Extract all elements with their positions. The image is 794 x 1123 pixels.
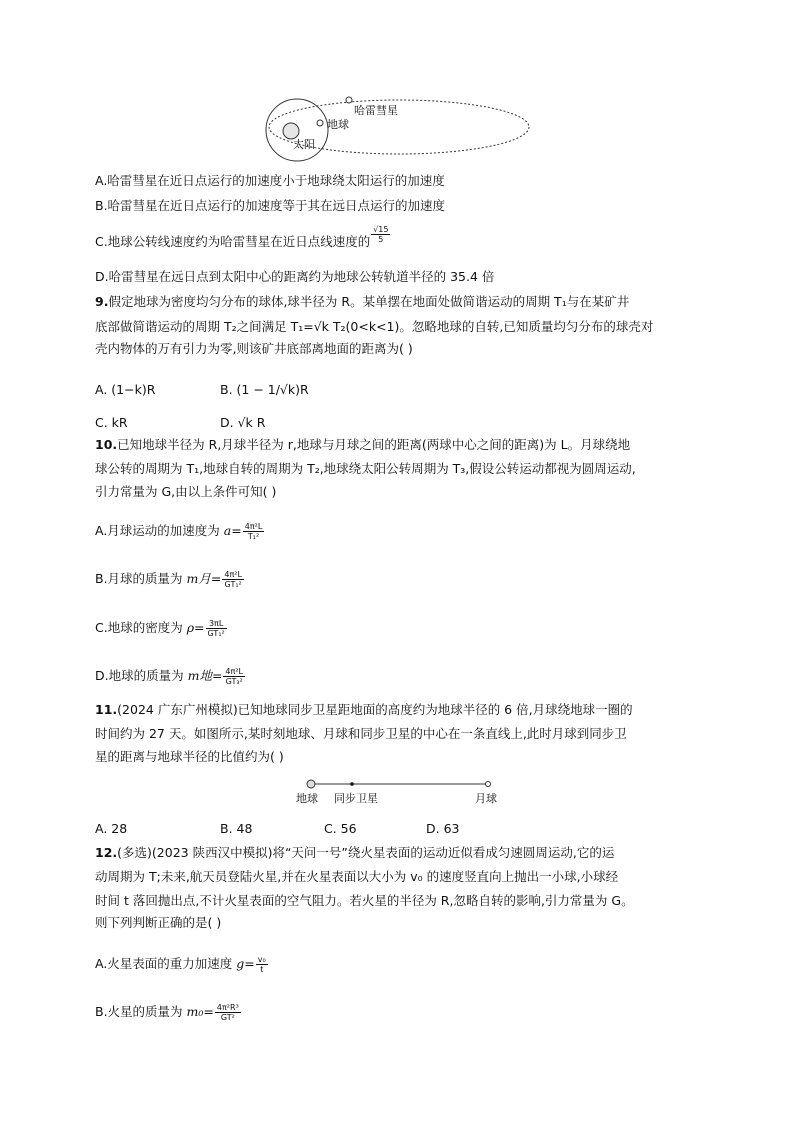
q10-option-a-fraction: $\frac{\text{4π²L}}{\text{T₁²}}$ bbox=[244, 522, 263, 541]
q11-line1: 11.(2024 广东广州模拟)已知地球同步卫星距地面的高度约为地球半径的 6 倍,月球绕地球一圈的 bbox=[95, 702, 633, 717]
q8-option-b: B.哈雷彗星在近日点运行的加速度等于其在远日点运行的加速度 bbox=[95, 198, 446, 213]
q12-line3: 时间 t 落回抛出点,不计火星表面的空气阻力。若火星的半径为 R,忽略自转的影响,引力常量为 G。 bbox=[95, 893, 634, 908]
q11-option-c: C. 56 bbox=[324, 821, 357, 836]
q9-option-b: B. (1 − 1/√k)R bbox=[220, 382, 309, 397]
moon-label: 月球 bbox=[475, 792, 497, 805]
q8-option-c bbox=[95, 225, 391, 252]
q10-option-b-fraction: $\frac{\text{4π²L}}{\text{GT₁²}}$ bbox=[224, 570, 242, 589]
alignment-diagram bbox=[295, 775, 515, 809]
q9-option-d: D. √k R bbox=[220, 415, 266, 430]
sun-label: 太阳 bbox=[293, 138, 315, 151]
orbit-diagram bbox=[255, 92, 540, 172]
earth-dot bbox=[317, 120, 323, 126]
moon-dot bbox=[486, 782, 491, 787]
q11-option-b: B. 48 bbox=[220, 821, 253, 836]
q9-line3: 壳内物体的万有引力为零,则该矿井底部离地面的距离为( ) bbox=[95, 341, 413, 356]
q11-line3: 星的距离与地球半径的比值约为( ) bbox=[95, 749, 284, 764]
q10-line3: 引力常量为 G,由以上条件可知( ) bbox=[95, 484, 277, 499]
sun-icon bbox=[283, 123, 299, 139]
q11-option-d: D. 63 bbox=[426, 821, 460, 836]
q10-option-d-fraction: $\frac{\text{4π²L}}{\text{GT₃²}}$ bbox=[225, 667, 243, 686]
q12-line4: 则下列判断正确的是( ) bbox=[95, 915, 222, 930]
comet-label: 哈雷彗星 bbox=[354, 104, 398, 117]
satellite-label: 同步卫星 bbox=[334, 792, 378, 805]
q12-option-a-fraction: $\frac{\text{v₀}}{t}$ bbox=[257, 955, 266, 974]
earth-label: 地球 bbox=[327, 118, 349, 131]
q9-line1: 9.假定地球为密度均匀分布的球体,球半径为 R。某单摆在地面处做简谐运动的周期 T₁与在某矿井 bbox=[95, 294, 630, 309]
q12-option-b-fraction: $\frac{\text{4π²R³}}{\text{GT²}}$ bbox=[216, 1003, 239, 1022]
q8-option-c-fraction: $\frac{√15}{5}$ bbox=[373, 225, 389, 244]
q11-line2: 时间约为 27 天。如图所示,某时刻地球、月球和同步卫星的中心在一条直线上,此时月球到同步卫 bbox=[95, 726, 627, 741]
q10-option-c: C.地球的密度为 ρ= $\frac{3\pi L}{\text{GT₁²}}$ bbox=[95, 619, 225, 638]
q10-line2: 球公转的周期为 T₁,地球自转的周期为 T₂,地球绕太阳公转周期为 T₃,假设公转运动都视为圆周运动, bbox=[95, 461, 636, 476]
q10-line1: 10.已知地球半径为 R,月球半径为 r,地球与月球之间的距离(两球中心之间的距离)为 L。月球绕地 bbox=[95, 437, 631, 452]
earth-label: 地球 bbox=[296, 792, 318, 805]
q10-option-c-fraction: $\frac{3\pi L}{\text{GT₁²}}$ bbox=[207, 619, 225, 638]
q10-option-d: D.地球的质量为 m地= $\frac{\text{4π²L}}{\text{GT₃²}}$ bbox=[95, 667, 243, 686]
q12-line2: 动周期为 T;未来,航天员登陆火星,并在火星表面以大小为 v₀ 的速度竖直向上抛出一小球,小球经 bbox=[95, 869, 619, 884]
q8-option-a: A.哈雷彗星在近日点运行的加速度小于地球绕太阳运行的加速度 bbox=[95, 173, 445, 188]
comet-dot bbox=[346, 97, 352, 103]
q12-option-a: A.火星表面的重力加速度 g= $\frac{\text{v₀}}{t}$ bbox=[95, 955, 266, 974]
q8-option-c-text: C.地球公转线速度约为哈雷彗星在近日点线速度的 bbox=[95, 234, 371, 249]
q9-line2: 底部做简谐运动的周期 T₂之间满足 T₁=√k T₂(0<k<1)。忽略地球的自转,已知质量均匀分布的球壳对 bbox=[95, 319, 654, 334]
q10-option-b: B.月球的质量为 m月= $\frac{\text{4π²L}}{\text{GT₁²}}$ bbox=[95, 570, 242, 589]
q9-option-a: A. (1−k)R bbox=[95, 382, 156, 397]
q12-option-b: B.火星的质量为 m₀= $\frac{\text{4π²R³}}{\text{GT²}}$ bbox=[95, 1003, 239, 1022]
q10-option-a: A.月球运动的加速度为 a= $\frac{\text{4π²L}}{\text{T₁²}}$ bbox=[95, 522, 263, 541]
earth-dot bbox=[307, 780, 315, 788]
q8-option-d: D.哈雷彗星在远日点到太阳中心的距离约为地球公转轨道半径的 35.4 倍 bbox=[95, 269, 495, 284]
satellite-dot bbox=[350, 782, 354, 786]
q9-option-c: C. kR bbox=[95, 415, 128, 430]
q11-option-a: A. 28 bbox=[95, 821, 128, 836]
q12-line1: 12.(多选)(2023 陕西汉中模拟)将“天问一号”绕火星表面的运动近似看成匀速圆周运动,它的运 bbox=[95, 845, 615, 860]
